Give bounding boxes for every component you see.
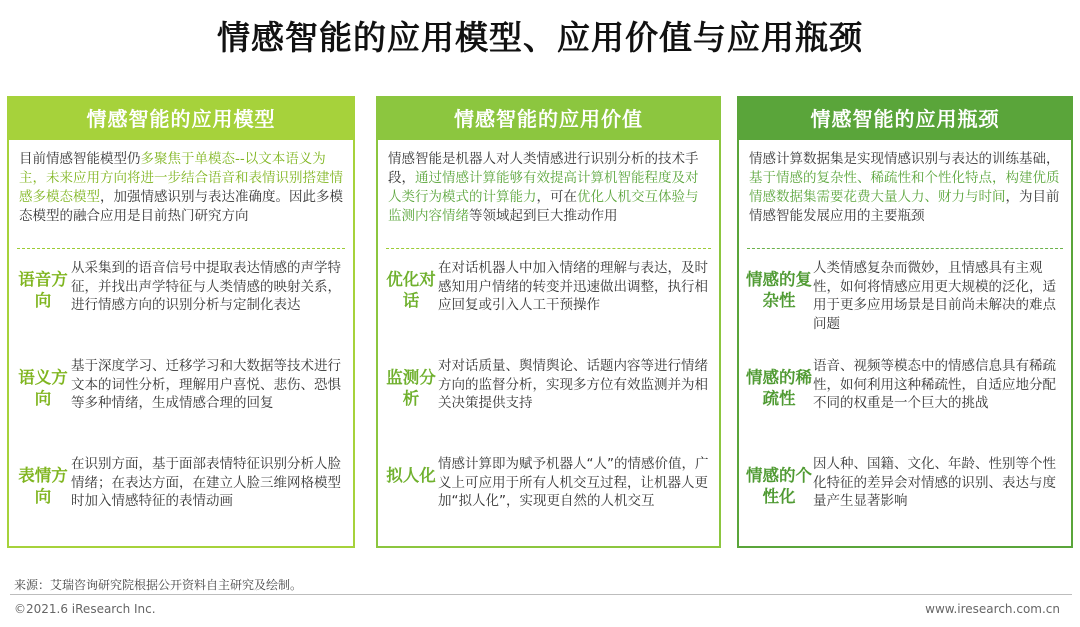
row-text: 在识别方面，基于面部表情特征识别分析人脸情绪；在表达方面，在建立人脸三维网格模型时加入情感特征的表情动画 <box>71 456 341 509</box>
row-label: 情感的稀疏性 <box>746 368 812 408</box>
list-item <box>739 355 1071 453</box>
site-url: www.iresearch.com.cn <box>925 602 1060 616</box>
row-text: 语音、视频等模态中的情感信息具有稀疏性，如何利用这种稀疏性，自适应地分配不同的权重是一个巨大的挑战 <box>813 358 1056 411</box>
intro-text: ，可在 <box>536 189 577 205</box>
row-text: 对对话质量、舆情舆论、话题内容等进行情绪方向的监督分析，实现多方位有效监测并为相关决策提供支持 <box>438 358 708 411</box>
intro-highlight: 基于情感的复杂性、稀疏性和个性化特点，构建优质情感数据集需要花费大量人力、财力与时间 <box>749 170 1060 205</box>
row-label: 拟人化 <box>386 466 436 485</box>
row-label: 情感的个性化 <box>746 466 812 506</box>
intro-text: 等领域起到巨大推动作用 <box>469 208 618 224</box>
column-intro <box>378 140 719 248</box>
copyright: ©2021.6 iResearch Inc. <box>14 602 156 616</box>
column-application-bottleneck <box>737 96 1073 548</box>
intro-text: 情感智能是机器人对人类情感进行识别分析的技术手段， <box>388 151 699 186</box>
row-text: 基于深度学习、迁移学习和大数据等技术进行文本的词性分析，理解用户喜悦、悲伤、恐惧等多种情绪，生成情感合理的回复 <box>71 358 341 411</box>
row-text: 人类情感复杂而微妙，且情感具有主观性，如何将情感应用更大规模的泛化，适用于更多应用场景是目前尚未解决的难点问题 <box>813 260 1056 332</box>
row-label: 优化对话 <box>386 270 436 310</box>
intro-text: 情感计算数据集是实现情感识别与表达的训练基础， <box>749 151 1060 167</box>
row-label: 情感的复杂性 <box>746 270 812 310</box>
row-label: 语义方向 <box>18 368 68 408</box>
list-item <box>9 355 353 453</box>
intro-text: ，加强情感识别与表达准确度。因此多模态模型的融合应用是目前热门研究方向 <box>19 189 343 224</box>
intro-highlight: 优化人机交互体验与监测内容情绪 <box>388 189 699 224</box>
list-item <box>378 355 719 453</box>
list-item <box>739 257 1071 355</box>
footer-divider <box>10 594 1072 595</box>
list-item <box>9 257 353 355</box>
column-intro <box>739 140 1071 248</box>
column-header: 情感智能的应用瓶颈 <box>739 98 1071 140</box>
list-item <box>739 453 1071 551</box>
row-text: 因人种、国籍、文化、年龄、性别等个性化特征的差异会对情感的识别、表达与度量产生显著影响 <box>813 456 1056 509</box>
row-label: 监测分析 <box>386 368 436 408</box>
intro-highlight: 多聚焦于单模态--以文本语义为主，未来应用方向将进一步结合语音和表情识别搭建情感多模态模型 <box>19 151 343 205</box>
intro-highlight: 通过情感计算能够有效提高计算机智能程度及对人类行为模式的计算能力 <box>388 170 699 205</box>
row-label: 语音方向 <box>18 270 68 310</box>
list-item <box>378 257 719 355</box>
column-application-model <box>7 96 355 548</box>
list-item <box>378 453 719 551</box>
column-header: 情感智能的应用模型 <box>9 98 353 140</box>
row-text: 从采集到的语音信号中提取表达情感的声学特征，并找出声学特征与人类情感的映射关系，进行情感方向的识别分析与定制化表达 <box>71 260 341 313</box>
column-intro <box>9 140 353 248</box>
column-application-value <box>376 96 721 548</box>
intro-text: ，为目前情感智能发展应用的主要瓶颈 <box>749 189 1060 224</box>
source-note: 来源：艾瑞咨询研究院根据公开资料自主研究及绘制。 <box>14 578 303 592</box>
row-text: 在对话机器人中加入情绪的理解与表达，及时感知用户情绪的转变并迅速做出调整，执行相应回复或引入人工干预操作 <box>438 260 708 313</box>
list-item <box>9 453 353 551</box>
row-label: 表情方向 <box>18 466 68 506</box>
page-title: 情感智能的应用模型、应用价值与应用瓶颈 <box>217 18 863 57</box>
intro-text: 目前情感智能模型仍 <box>19 151 141 167</box>
row-text: 情感计算即为赋予机器人“人”的情感价值，广义上可应用于所有人机交互过程，让机器人更加“拟人化”，实现更自然的人机交互 <box>438 456 709 509</box>
column-header: 情感智能的应用价值 <box>378 98 719 140</box>
